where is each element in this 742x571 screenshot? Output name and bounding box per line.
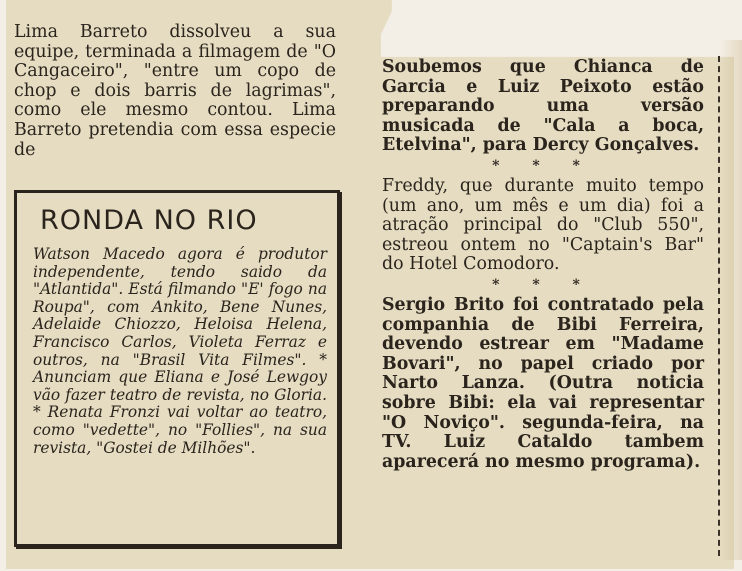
left-article-column (14, 23, 336, 160)
box-title: RONDA NO RIO (40, 205, 258, 236)
separator-stars: * * * (492, 276, 594, 293)
paper-stain (720, 40, 742, 560)
cut-line (718, 56, 720, 556)
separator-stars: * * * (492, 157, 594, 174)
right-article-column (382, 58, 704, 472)
news-item-chianca: Soubemos que Chianca de Garcia e Luiz Peixoto estão preparando uma versão musicada de "Cala a boca, Etelvina", para Dercy Gonçalves. (382, 57, 704, 156)
news-item-sergio-brito: Sergio Brito foi contratado pela companhia de Bibi Ferreira, devendo estrear em "Madame Bovari", no papel criado por Narto Lanza. (Outra noticia sobre Bibi: ela vai representar "O Noviço". segunda-feira, na TV. Luiz Cataldo tambem aparecerá no mesmo programa). (382, 294, 704, 472)
news-item-freddy: Freddy, que durante muito tempo (um ano, um mês e um dia) foi a atração principal do "Club 550", estreou ontem no "Captain's Bar" do Hotel Comodoro. (382, 175, 704, 275)
box-text: Watson Macedo agora é produtor independente, tendo saido da "Atlantida". Está filmando "E' fogo na Roupa", com Ankito, Bene Nunes, Adelaide Chiozzo, Heloisa Helena, Francisco Carlos, Violeta Ferraz e outros, na "Brasil Vita Filmes". * Anunciam que Eliana e José Lewgoy vão fazer teatro de revista, no Gloria. * Renata Fronzi vai voltar ao teatro, como "vedette", no "Follies", na sua revista, "Gostei de Milhões". (33, 245, 327, 457)
left-article-text: Lima Barreto dissolveu a sua equipe, terminada a filmagem de "O Cangaceiro", "entre um copo de chop e dois barris de lagrimas", como ele mesmo contou. Lima Barreto pretendia com essa especie de (14, 22, 336, 160)
